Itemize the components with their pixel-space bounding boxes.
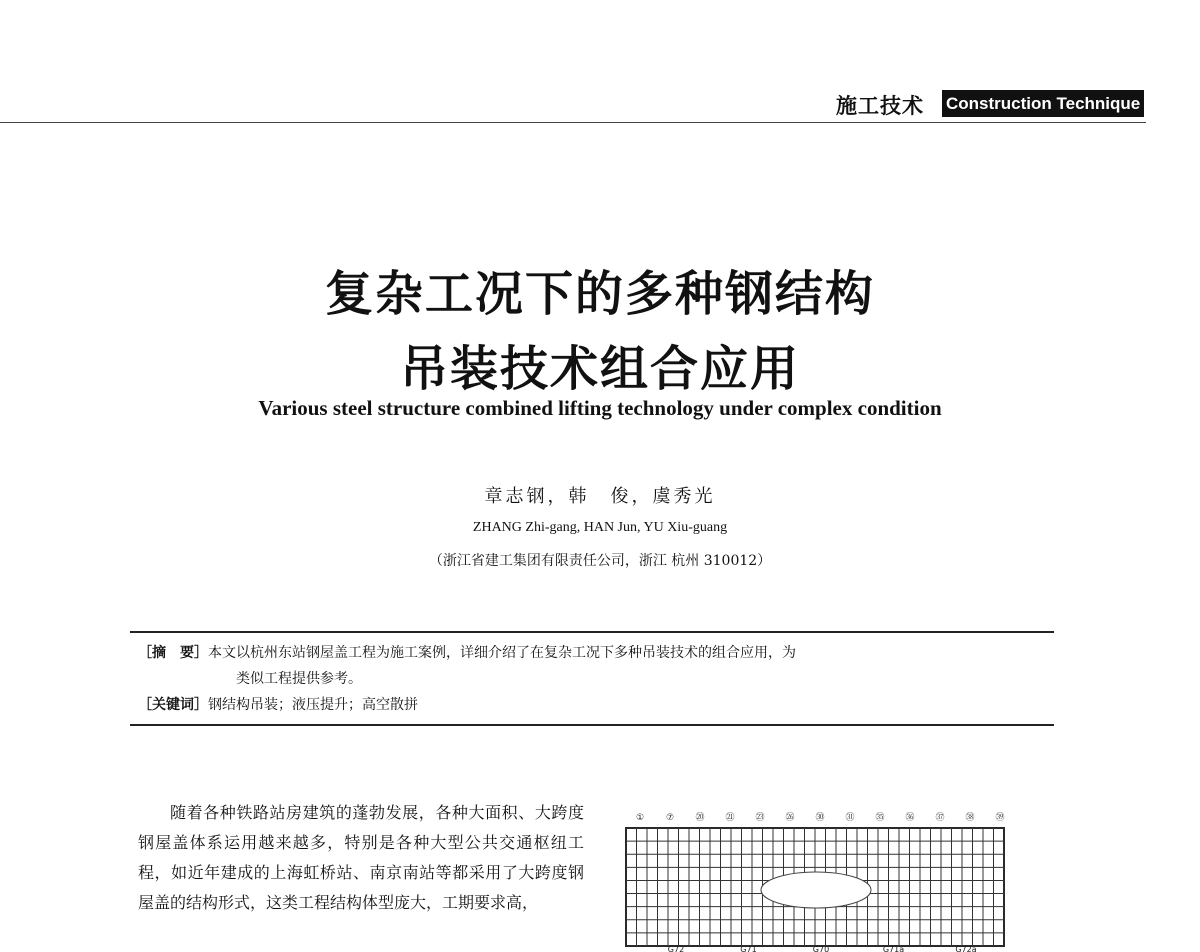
axis-label-top: ㉖: [785, 813, 795, 823]
keywords-text: 钢结构吊装；液压提升；高空散拼: [208, 697, 418, 713]
axis-label-top: ㊲: [935, 813, 945, 823]
axis-label-top: ①: [635, 813, 645, 823]
axis-label-top: ㊱: [905, 813, 915, 823]
keywords-label: ［关键词］: [138, 697, 208, 713]
axis-label-bottom: G71a: [882, 945, 905, 952]
authors-en: ZHANG Zhi-gang, HAN Jun, YU Xiu-guang: [472, 520, 728, 535]
abstract-line-1: [138, 640, 1038, 666]
title-english: Various steel structure combined lifting technology under complex condition: [258, 396, 942, 420]
roof-plan-figure: [606, 808, 1030, 952]
figure-central-ellipse: [761, 872, 871, 908]
axis-label-top: ㊳: [965, 813, 975, 823]
affiliation: （浙江省建工集团有限责任公司，浙江 杭州 310012）: [428, 553, 772, 569]
axis-label-bottom: G72: [667, 945, 685, 952]
abstract-label: ［摘 要］: [138, 645, 208, 661]
axis-label-top: ㉓: [755, 813, 765, 823]
axis-label-top: ㊴: [995, 813, 1005, 823]
header-rule: [0, 122, 1146, 123]
axis-label-top: ㉚: [815, 813, 825, 823]
abstract-bottom-rule: [130, 724, 1054, 726]
axis-label-bottom: G71: [740, 945, 757, 952]
title-line-1: 复杂工况下的多种钢结构: [324, 266, 875, 322]
abstract-text-2: 类似工程提供参考。: [236, 671, 362, 687]
section-label-en: Construction Technique: [942, 90, 1144, 117]
authors-zh: 章志钢，韩 俊，虞秀光: [484, 486, 716, 507]
keywords-line: [138, 692, 1038, 718]
axis-label-top: ㉑: [725, 813, 735, 823]
abstract-top-rule: [130, 631, 1054, 633]
title-line-2: 吊装技术组合应用: [399, 341, 800, 397]
axis-label-top: ⑳: [695, 813, 705, 823]
axis-label-top: ㉛: [845, 813, 855, 823]
body-paragraph: 随着各种铁路站房建筑的蓬勃发展，各种大面积、大跨度钢屋盖体系运用越来越多，特别是各种大型公共交通枢纽工程，如近年建成的上海虹桥站、南京南站等都采用了大跨度钢屋盖的结构形式，这类工程结构体型庞大，工期要求高，: [138, 803, 584, 912]
axis-label-top: ⑦: [665, 813, 675, 823]
figure-top-axis-labels: [636, 812, 1005, 823]
axis-label-top: ㉟: [875, 813, 885, 823]
section-label-zh: 施工技术: [836, 94, 924, 118]
abstract-block: [138, 640, 1038, 718]
abstract-text-1: 本文以杭州东站钢屋盖工程为施工案例，详细介绍了在复杂工况下多种吊装技术的组合应用，为: [208, 645, 796, 661]
axis-label-bottom: G70: [812, 945, 830, 952]
axis-label-bottom: G72a: [955, 945, 977, 952]
